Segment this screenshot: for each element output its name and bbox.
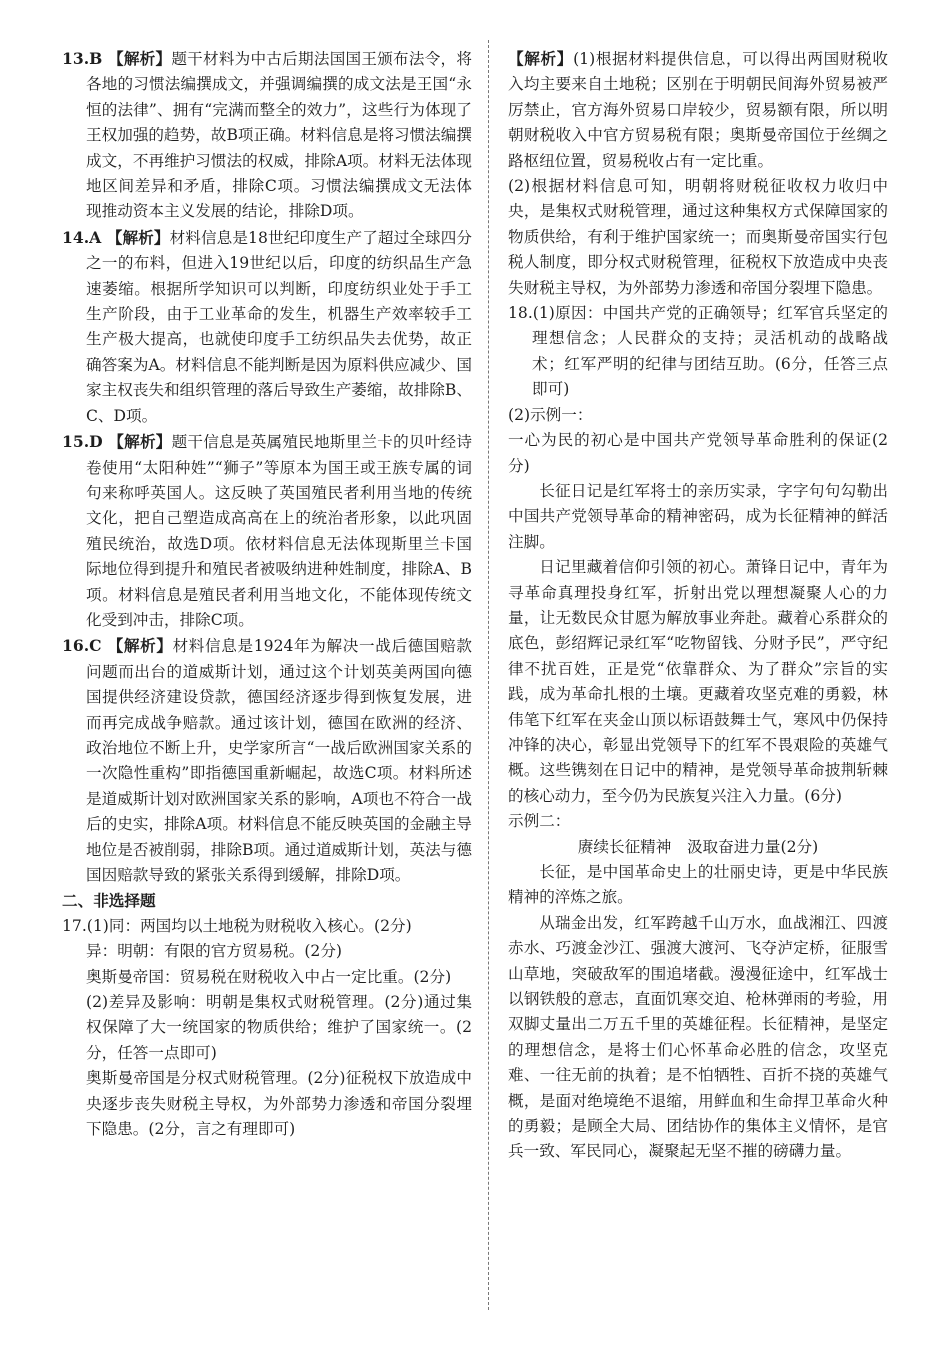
analysis-17-head: 【解析】	[508, 49, 574, 68]
answer-13	[62, 46, 472, 225]
answer-18-example-1-p2: 日记里藏着信仰引领的初心。萧锋日记中，青年为寻革命真理投身红军，折射出党以理想凝聚人心的力量，让无数民众甘愿为解放事业奔赴。藏着心系群众的底色，彭绍辉记录红军“吃物留钱、分财予民”，严守纪律不扰百姓，正是党“依靠群众、为了群众”宗旨的实践，成为革命扎根的土壤。更藏着攻坚克难的勇毅，林伟笔下红军在夹金山顶以标语鼓舞士气，寒风中仍保持冲锋的决心，彰显出党领导下的红军不畏艰险的英雄气概。这些镌刻在日记中的精神，是党领导革命披荆斩棘的核心动力，至今仍为民族复兴注入力量。(6分)	[508, 558, 888, 805]
right-column	[508, 46, 888, 1165]
analysis-17-p1-text: (1)根据材料提供信息，可以得出两国财税收入均主要来自土地税；区别在于明朝民间海外贸易被严厉禁止，官方海外贸易口岸较少，贸易额有限，所以明朝财税收入中官方贸易税有限；奥斯曼帝国位于丝绸之路枢纽位置，贸易税收占有一定比重。	[508, 50, 888, 170]
answer-14-body: 材料信息是18世纪印度生产了超过全球四分之一的布料，但进入19世纪以后，印度的纺织品生产急速萎缩。根据所学知识可以判断，印度纺织业处于手工生产阶段，由于工业革命的发生，机器生产效率较手工生产极大提高，也就使印度手工纺织品失去优势，故正确答案为A。材料信息不能判断是因为原料供应减少、国家主权丧失和组织管理的落后导致生产萎缩，故排除B、C、D项。	[86, 228, 472, 425]
left-column	[62, 46, 472, 1142]
answer-14	[62, 225, 472, 429]
answer-14-head: 14.A 【解析】	[62, 227, 170, 247]
answer-18-example-1-label: (2)示例一：	[508, 405, 593, 424]
answer-16-head: 16.C 【解析】	[62, 636, 173, 656]
answer-15-body: 题干信息是英属殖民地斯里兰卡的贝叶经诗卷使用“太阳种姓”“狮子”等原本为国王或王族专属的词句来称呼英国人。这反映了英国殖民者利用当地的传统文化，把自己塑造成高高在上的统治者形象，以此巩固殖民统治，故选D项。依材料信息无法体现斯里兰卡国际地位得到提升和殖民者被吸纳进种姓制度，排除A、B项。材料信息是殖民者利用当地文化，不能体现传统文化受到冲击，排除C项。	[86, 433, 472, 629]
answer-18-example-2-p2: 从瑞金出发，红军跨越千山万水，血战湘江、四渡赤水、巧渡金沙江、强渡大渡河、飞夺泸定桥，征服雪山草地，突破敌军的围追堵截。漫漫征途中，红军战士以钢铁般的意志，直面饥寒交迫、枪林弹雨的考验，用双脚丈量出二万五千里的英雄征程。长征精神，是坚定的理想信念，是将士们心怀革命必胜的信念，攻坚克难、一往无前的执着；是不怕牺牲、百折不挠的英雄气概，是面对绝境绝不退缩，用鲜血和生命捍卫革命火种的勇毅；是顾全大局、团结协作的集体主义情怀，是官兵一致、军民同心，凝聚起无坚不摧的磅礴力量。	[508, 913, 888, 1161]
answer-18-example-1-thesis: 一心为民的初心是中国共产党领导革命胜利的保证(2分)	[508, 431, 888, 475]
answer-16	[62, 633, 472, 888]
answer-13-head: 13.B 【解析】	[62, 49, 172, 68]
answer-17-line-1: 17.(1)同：两国均以土地税为财税收入核心。(2分)	[62, 916, 412, 935]
answer-18-example-2-label: 示例二：	[508, 812, 571, 831]
analysis-17-p2: (2)根据材料信息可知，明朝将财税征收权力收归中央，是集权式财税管理，通过这种集权方式保障国家的物质供给，有利于维护国家统一；而奥斯曼帝国实行包税人制度，即分权式财税管理，征税权下放造成中央丧失财税主导权，为外部势力渗透和帝国分裂埋下隐患。	[508, 177, 888, 297]
answer-17-line-5: 奥斯曼帝国是分权式财税管理。(2分)征税权下放造成中央逐步丧失财税主导权，为外部势力渗透和帝国分裂埋下隐患。(2分，言之有理即可)	[86, 1069, 472, 1139]
answer-17-line-4: (2)差异及影响：明朝是集权式财税管理。(2分)通过集权保障了大一统国家的物质供给；维护了国家统一。(2分，任答一点即可)	[86, 993, 472, 1062]
answer-15-head: 15.D 【解析】	[62, 432, 172, 452]
answer-13-body: 题干材料为中古后期法国国王颁布法令，将各地的习惯法编撰成文，并强调编撰的成文法是王国“永恒的法律”、拥有“完满而整全的效力”，这些行为体现了王权加强的趋势，故B项正确。材料信息是将习惯法编撰成文，不再维护习惯法的权威，排除A项。材料无法体现地区间差异和矛盾，排除C项。习惯法编撰成文无法体现推动资本主义发展的结论，排除D项。	[86, 50, 472, 221]
answer-16-body: 材料信息是1924年为解决一战后德国赔款问题而出台的道威斯计划，通过这个计划英美两国向德国提供经济建设贷款，德国经济逐步得到恢复发展，进而再完成战争赔款。通过该计划，德国在欧洲的经济、政治地位不断上升，史学家所言“一战后欧洲国家关系的一次隐性重构”即指德国重新崛起，故选C项。材料所述是道威斯计划对欧洲国家关系的影响，A项也不符合一战后的史实，排除A项。材料信息不能反映英国的金融主导地位是否被削弱，排除B项。通过道威斯计划，英法与德国因赔款导致的紧张关系得到缓解，排除D项。	[86, 637, 472, 884]
answer-15	[62, 429, 472, 633]
answer-18-example-2-title: 赓续长征精神 汲取奋进力量(2分)	[577, 837, 819, 856]
answer-17-line-3: 奥斯曼帝国：贸易税在财税收入中占一定比重。(2分)	[86, 967, 452, 986]
column-divider	[488, 40, 489, 1310]
section-title: 二、非选择题	[62, 891, 156, 911]
answer-18-part-1: 18.(1)原因：中国共产党的正确领导；红军官兵坚定的理想信念；人民群众的支持；灵活机动的战略战术；红军严明的纪律与团结互助。(6分，任答三点即可)	[508, 304, 888, 399]
answer-17-line-2: 异：明朝：有限的官方贸易税。(2分)	[86, 942, 342, 961]
answer-18-example-2-p1: 长征，是中国革命史上的壮丽史诗，更是中华民族精神的淬炼之旅。	[508, 863, 888, 907]
analysis-17-p1	[508, 46, 888, 174]
answer-18-example-1-p1: 长征日记是红军将士的亲历实录，字字句句勾勒出中国共产党领导革命的精神密码，成为长征精神的鲜活注脚。	[508, 481, 888, 551]
